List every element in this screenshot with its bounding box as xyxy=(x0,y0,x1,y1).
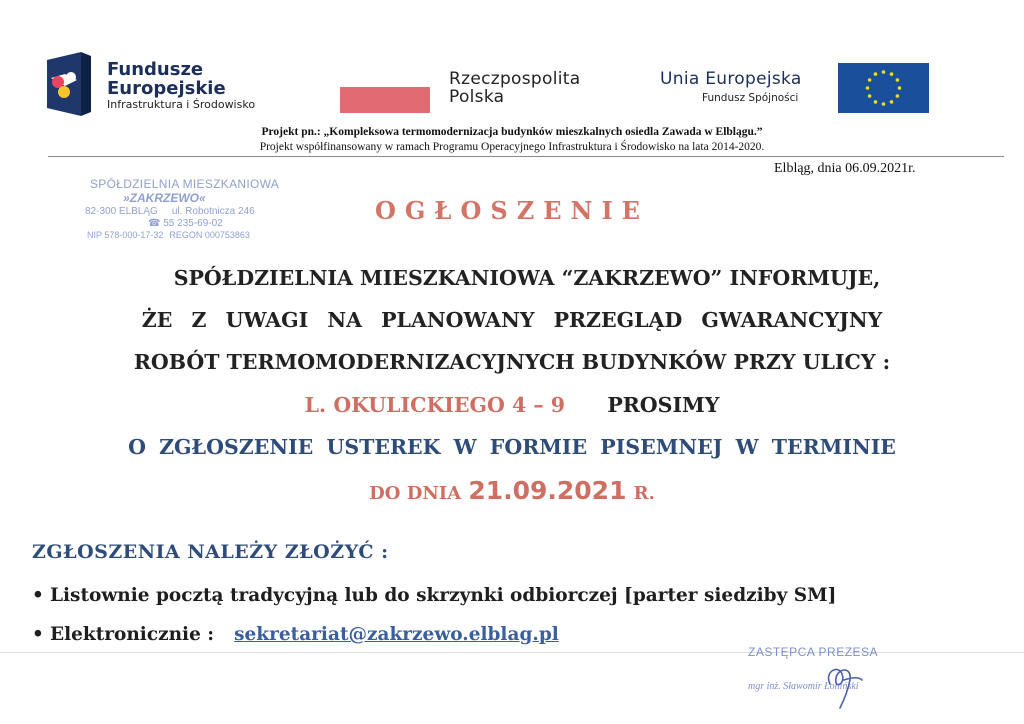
submission-item-email-label: Elektronicznie : xyxy=(50,624,215,645)
email-link[interactable]: sekretariat@zakrzewo.elblag.pl xyxy=(234,624,559,645)
announcement-line2: ŻE Z UWAGI NA PLANOWANY PRZEGLĄD GWARANCYJNY xyxy=(141,308,883,332)
stamp-line5 xyxy=(85,230,295,241)
signature-name: mgr inż. Sławomir Łoniński xyxy=(748,681,859,692)
stamp-line1: SPÓŁDZIELNIA MIESZKANIOWA xyxy=(90,177,280,191)
eu-funds-star-logo-icon xyxy=(47,52,91,116)
submission-item-mail xyxy=(32,584,836,608)
stamp-phone: 55 235-69-02 xyxy=(163,218,223,229)
submission-item-email xyxy=(32,623,559,647)
fe-logo-line3: Infrastruktura i Środowisko xyxy=(107,98,256,111)
ue-logo-line2: Fundusz Spójności xyxy=(702,92,799,104)
phone-icon: ☎ xyxy=(148,218,164,229)
request-word: PROSIMY xyxy=(607,393,720,417)
submission-title: ZGŁOSZENIA NALEŻY ZŁOŻYĆ : xyxy=(32,541,389,563)
announcement-deadline xyxy=(0,478,1024,507)
deadline-suffix: R. xyxy=(633,483,655,504)
fe-logo-line1: Fundusze xyxy=(107,59,204,80)
rp-logo-line1: Rzeczpospolita xyxy=(449,69,581,89)
stamp-postcode: 82-300 ELBLĄG xyxy=(85,206,158,217)
announcement-heading: OGŁOSZENIE xyxy=(375,196,649,225)
polish-flag-icon xyxy=(340,87,430,113)
handwritten-signature-icon xyxy=(800,650,890,710)
stamp-line2: »ZAKRZEWO« xyxy=(123,191,206,205)
stamp-regon: REGON 000753863 xyxy=(169,230,250,240)
deadline-prefix: DO DNIA xyxy=(369,483,462,504)
announcement-line4 xyxy=(0,392,1024,418)
street-address: L. OKULICKIEGO 4 – 9 xyxy=(304,393,566,417)
deadline-date: 21.09.2021 xyxy=(468,476,627,505)
eu-flag-icon xyxy=(838,63,929,113)
project-title: Projekt pn.: „Kompleksowa termomodernizacja budynków mieszkalnych osiedla Zawada w Elblągu.” xyxy=(261,126,763,138)
stamp-street: ul. Robotnicza 246 xyxy=(171,206,255,217)
signature-role: ZASTĘPCA PREZESA xyxy=(748,645,879,659)
announcement-line1: SPÓŁDZIELNIA MIESZKANIOWA “ZAKRZEWO” INFORMUJE, xyxy=(173,266,881,290)
submission-item-mail-text: Listownie pocztą tradycyjną lub do skrzynki odbiorczej [parter siedziby SM] xyxy=(50,585,837,606)
document-date: Elbląg, dnia 06.09.2021r. xyxy=(774,161,916,176)
rp-logo-line2: Polska xyxy=(449,87,505,107)
bullet-icon: • xyxy=(32,585,44,606)
announcement-line3: ROBÓT TERMOMODERNIZACYJNYCH BUDYNKÓW PRZY ULICY : xyxy=(133,350,891,374)
fe-logo-line2: Europejskie xyxy=(107,78,226,99)
bullet-icon: • xyxy=(32,624,44,645)
header-divider xyxy=(48,156,1004,157)
ue-logo-line1: Unia Europejska xyxy=(660,69,802,89)
stamp-nip: NIP 578-000-17-32 xyxy=(87,230,164,240)
project-cofinancing: Projekt współfinansowany w ramach Programu Operacyjnego Infrastruktura i Środowisko na lata 2014-2020. xyxy=(259,141,765,153)
announcement-line5: O ZGŁOSZENIE USTEREK W FORMIE PISEMNEJ W TERMINIE xyxy=(128,435,896,459)
